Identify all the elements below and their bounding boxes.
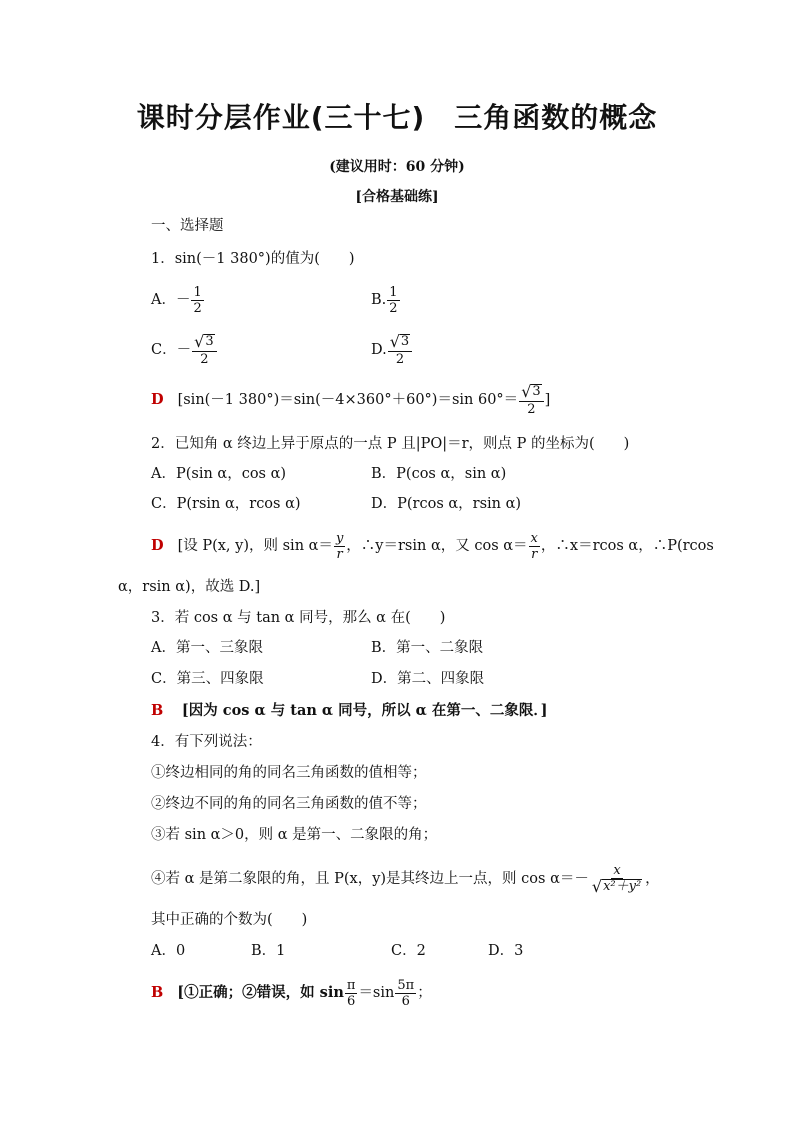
- q2-answer-letter: D: [151, 537, 164, 554]
- q1-option-b: [371, 282, 401, 318]
- q1-option-d-label: D.: [371, 342, 387, 358]
- q2-option-c: C．P(rsin α，rcos α): [151, 496, 301, 512]
- q2-option-d: D．P(rcos α，rsin α): [371, 496, 522, 512]
- q3-stem: 3．若 cos α 与 tan α 同号，那么 α 在( ): [151, 610, 446, 626]
- q2-option-a: A．P(sin α，cos α): [151, 466, 287, 482]
- q2-answer-line2: α，rsin α)，故选 D.]: [118, 579, 261, 595]
- time-note: (建议用时：60 分钟): [329, 159, 465, 175]
- q2-option-b: B．P(cos α，sin α): [371, 466, 507, 482]
- q3-answer: [151, 701, 548, 721]
- q4-statement-1: ①终边相同的角的同名三角函数的值相等；: [151, 765, 427, 781]
- q4-answer: B [①正确；②错误，如 sin $\frac{\pi}{6}$ ＝sin $\frac{5\pi}{6}$ ；: [151, 977, 432, 1009]
- q1-option-d: [371, 330, 413, 370]
- page-title: 课时分层作业(三十七) 三角函数的概念: [136, 101, 658, 134]
- q1-answer: D [sin(－1 380°)＝sin(－4×360°＋60°)＝sin 60°＝ √ 3 2 ]: [151, 381, 551, 417]
- q4-answer-fraction-5pi-6: $\frac{5\pi}{6}$: [397, 977, 415, 1009]
- q3-option-d: D．第二、四象限: [371, 671, 485, 687]
- q1-option-c-fraction: √ 3 2: [192, 334, 216, 367]
- q2-stem: 2．已知角 α 终边上异于原点的一点 P 且|PO|＝r，则点 P 的坐标为( ): [151, 436, 630, 452]
- q4-option-a: A．0: [151, 943, 186, 959]
- q4-statement-2: ②终边不同的角的同名三角函数的值不等；: [151, 796, 427, 812]
- q4-answer-letter: B: [151, 984, 164, 1001]
- q4-statement-4: ④若 α 是第二象限的角，且 P(x，y)是其终边上一点，则 cos α＝－ x √ x²＋y² ，: [151, 862, 660, 896]
- q1-answer-fraction: √ 3 2: [519, 384, 543, 417]
- q1-option-d-fraction: √ 3 2: [388, 334, 412, 367]
- q4-option-d: D．3: [488, 943, 524, 959]
- q4-option-b: B．1: [251, 943, 286, 959]
- q4-stem: 4．有下列说法：: [151, 734, 262, 750]
- q2-answer-fraction-x-r: $\frac{x}{r}$: [530, 530, 538, 562]
- q1-option-a: [151, 282, 205, 318]
- q4-answer-fraction-pi-6: $\frac{\pi}{6}$: [346, 977, 356, 1009]
- q3-answer-text: [因为 cos α 与 tan α 同号，所以 α 在第一、二象限．]: [181, 702, 548, 719]
- q1-option-b-label: B.: [371, 292, 387, 308]
- q1-option-a-label: A．－: [151, 292, 191, 308]
- section-heading: 一、选择题: [151, 218, 224, 234]
- q3-option-a: A．第一、三象限: [151, 640, 263, 656]
- q1-option-a-fraction: $\frac{1}{2}$: [193, 284, 202, 316]
- q1-option-b-fraction: $\frac{1}{2}$: [389, 284, 398, 316]
- q1-option-c: [151, 330, 218, 370]
- q3-option-b: B．第一、二象限: [371, 640, 484, 656]
- q3-option-c: C．第三、四象限: [151, 671, 264, 687]
- q2-answer: D [设 P(x, y)，则 sin α＝ $\frac{y}{r}$ ，∴y＝rsin α，又 cos α＝ $\frac{x}{r}$ ，∴x＝rcos α，∴P(rcos: [151, 530, 714, 562]
- q1-answer-text: [sin(－1 380°)＝sin(－4×360°＋60°)＝sin 60°＝: [177, 392, 519, 408]
- q4-option-c: C．2: [391, 943, 426, 959]
- level-heading: [合格基础练]: [355, 189, 439, 205]
- q2-answer-fraction-y-r: $\frac{y}{r}$: [335, 530, 344, 562]
- q3-answer-letter: B: [151, 702, 164, 719]
- q4-count-question: 其中正确的个数为( ): [151, 912, 308, 928]
- q4-statement-3: ③若 sin α＞0，则 α 是第一、二象限的角；: [151, 827, 438, 843]
- q1-stem: 1．sin(－1 380°)的值为( ): [151, 251, 355, 267]
- q1-answer-letter: D: [151, 391, 164, 408]
- q1-option-c-label: C．－: [151, 342, 192, 358]
- q4-statement-4-fraction: x √ x²＋y²: [591, 862, 642, 896]
